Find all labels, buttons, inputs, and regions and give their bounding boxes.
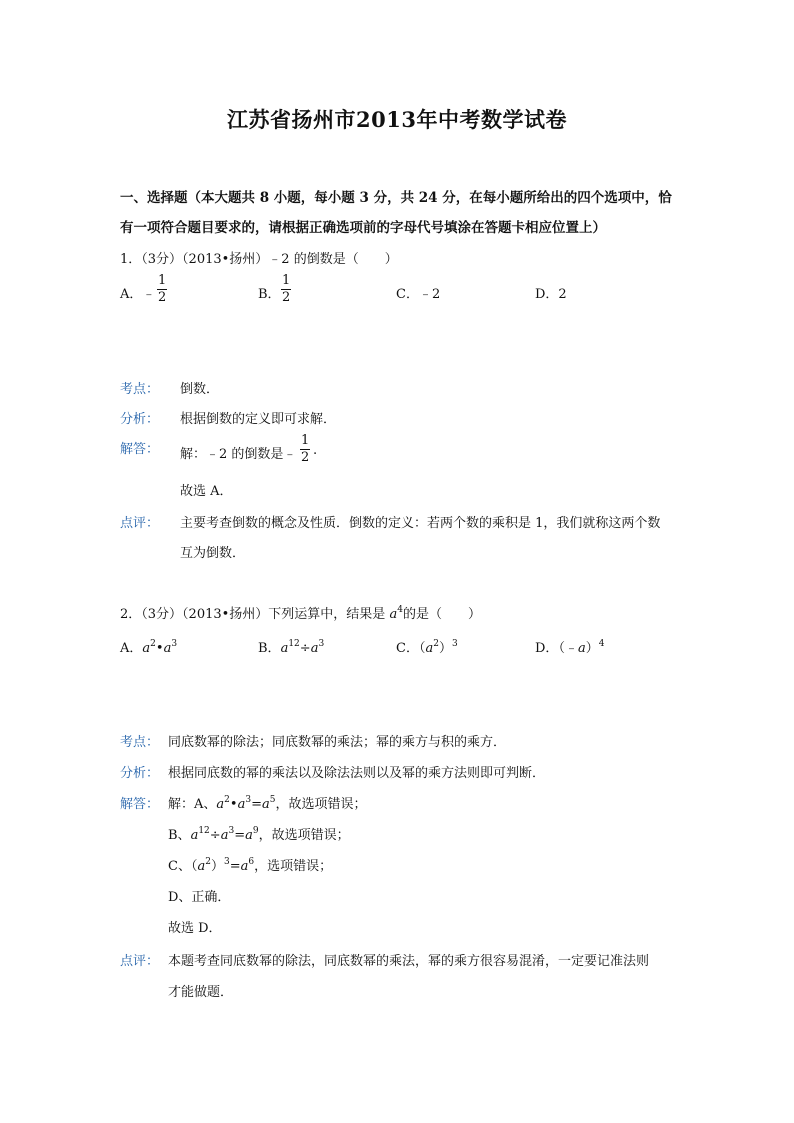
q1-option-b-prefix: B．	[258, 287, 281, 302]
q2-stem-var: a	[389, 607, 398, 622]
q2-kaodian-text: 同底数幂的除法；同底数幂的乘法；幂的乘方与积的乘方．	[168, 735, 507, 750]
q2-jieda-a-post: ，故选项错误；	[275, 797, 367, 812]
q2-dianping-line1: 本题考查同底数幂的除法，同底数幂的乘法，幂的乘方很容易混淆，一定要记准法则	[168, 954, 650, 969]
q1-fenxi-label: 分析：	[120, 412, 160, 427]
fraction-numerator: 1	[282, 273, 291, 288]
fraction-denominator: 2	[301, 450, 310, 465]
q2-option-b: B．$a^{12}\div a^3$	[258, 639, 325, 656]
fraction-denominator: 2	[158, 290, 167, 305]
q1-jieda-label: 解答：	[120, 442, 160, 457]
q1-option-d: D．2	[535, 287, 567, 302]
q1-jieda-line1-end: .	[313, 443, 318, 458]
q1-option-a-prefix: A．﹣	[120, 287, 156, 302]
q2-option-c-label: C．	[396, 641, 419, 656]
q2-jieda-b-pre: B、	[168, 828, 191, 843]
q2-jieda-d: D、正确．	[168, 890, 231, 905]
section-header-line1: 一、选择题（本大题共 8 小题，每小题 3 分，共 24 分，在每小题所给出的四个选项中，恰	[120, 190, 672, 206]
q2-jieda-c-pre: C、	[168, 859, 191, 874]
q1-kaodian-text: 倒数．	[180, 382, 220, 397]
q1-stem: 1．（3分）（2013•扬州）﹣2 的倒数是（ ）	[120, 252, 398, 267]
q2-jieda-c-post: ，选项错误；	[254, 859, 333, 874]
fraction-numerator: 1	[158, 273, 167, 288]
q2-jieda-c: C、$(a^2)^3=a^6$，选项错误；	[168, 857, 333, 874]
page-title: 江苏省扬州市2013年中考数学试卷	[227, 107, 567, 132]
q1-jieda-line1: 解：﹣2 的倒数是﹣	[180, 447, 297, 462]
q2-option-a-label: A．	[120, 641, 143, 656]
q1-jieda-line2: 故选 A．	[180, 484, 233, 499]
section-header-line2: 有一项符合题目要求的，请根据正确选项前的字母代号填涂在答题卡相应位置上）	[120, 220, 606, 236]
q2-dianping-label: 点评：	[120, 954, 160, 969]
q2-jieda-e: 故选 D．	[168, 921, 222, 936]
fraction-numerator: 1	[301, 433, 310, 448]
q1-option-b	[258, 283, 281, 302]
q1-kaodian-label: 考点：	[120, 382, 160, 397]
q2-fenxi-label: 分析：	[120, 766, 160, 781]
q2-jieda-label: 解答：	[120, 797, 160, 812]
q2-option-a: A．$a^2•a^3$	[120, 639, 178, 656]
q1-dianping-label: 点评：	[120, 516, 160, 531]
q2-fenxi-text: 根据同底数的幂的乘法以及除法法则以及幂的乘方法则即可判断．	[168, 766, 546, 781]
q2-jieda-b: B、$a^{12}\div a^3=a^9$，故选项错误；	[168, 826, 350, 843]
q1-option-b-fraction	[281, 274, 291, 305]
q2-jieda-a-pre: 解：A、	[168, 797, 217, 812]
fraction-denominator: 2	[282, 290, 291, 305]
q2-stem	[120, 603, 481, 622]
q2-jieda-a: 解：A、$a^2•a^3=a^5$，故选项错误；	[168, 795, 367, 812]
q2-kaodian-label: 考点：	[120, 735, 160, 750]
q2-option-b-label: B．	[258, 641, 281, 656]
q1-fenxi-text: 根据倒数的定义即可求解．	[180, 412, 337, 427]
q2-jieda-b-post: ，故选项错误；	[258, 828, 350, 843]
q2-option-d: D．（﹣a）$^4$	[535, 639, 605, 656]
q2-option-d-label: D．	[535, 641, 559, 656]
q2-stem-pre: 2．（3分）（2013•扬州）下列运算中，结果是	[120, 607, 390, 622]
q1-dianping-line1: 主要考查倒数的概念及性质．倒数的定义：若两个数的乘积是 1，我们就称这两个数	[180, 516, 661, 531]
q2-dianping-line2: 才能做题．	[168, 985, 234, 1000]
q1-option-a	[120, 283, 155, 302]
q2-stem-post: 的是（ ）	[402, 607, 481, 622]
q1-jieda-fraction	[300, 434, 310, 465]
q2-stem-exp: 4	[397, 605, 403, 615]
q2-option-c: C．$(a^2)^3$	[396, 639, 458, 656]
q1-option-c: C．﹣2	[396, 287, 441, 302]
q1-option-a-fraction	[157, 274, 167, 305]
q1-dianping-line2: 互为倒数．	[180, 546, 246, 561]
